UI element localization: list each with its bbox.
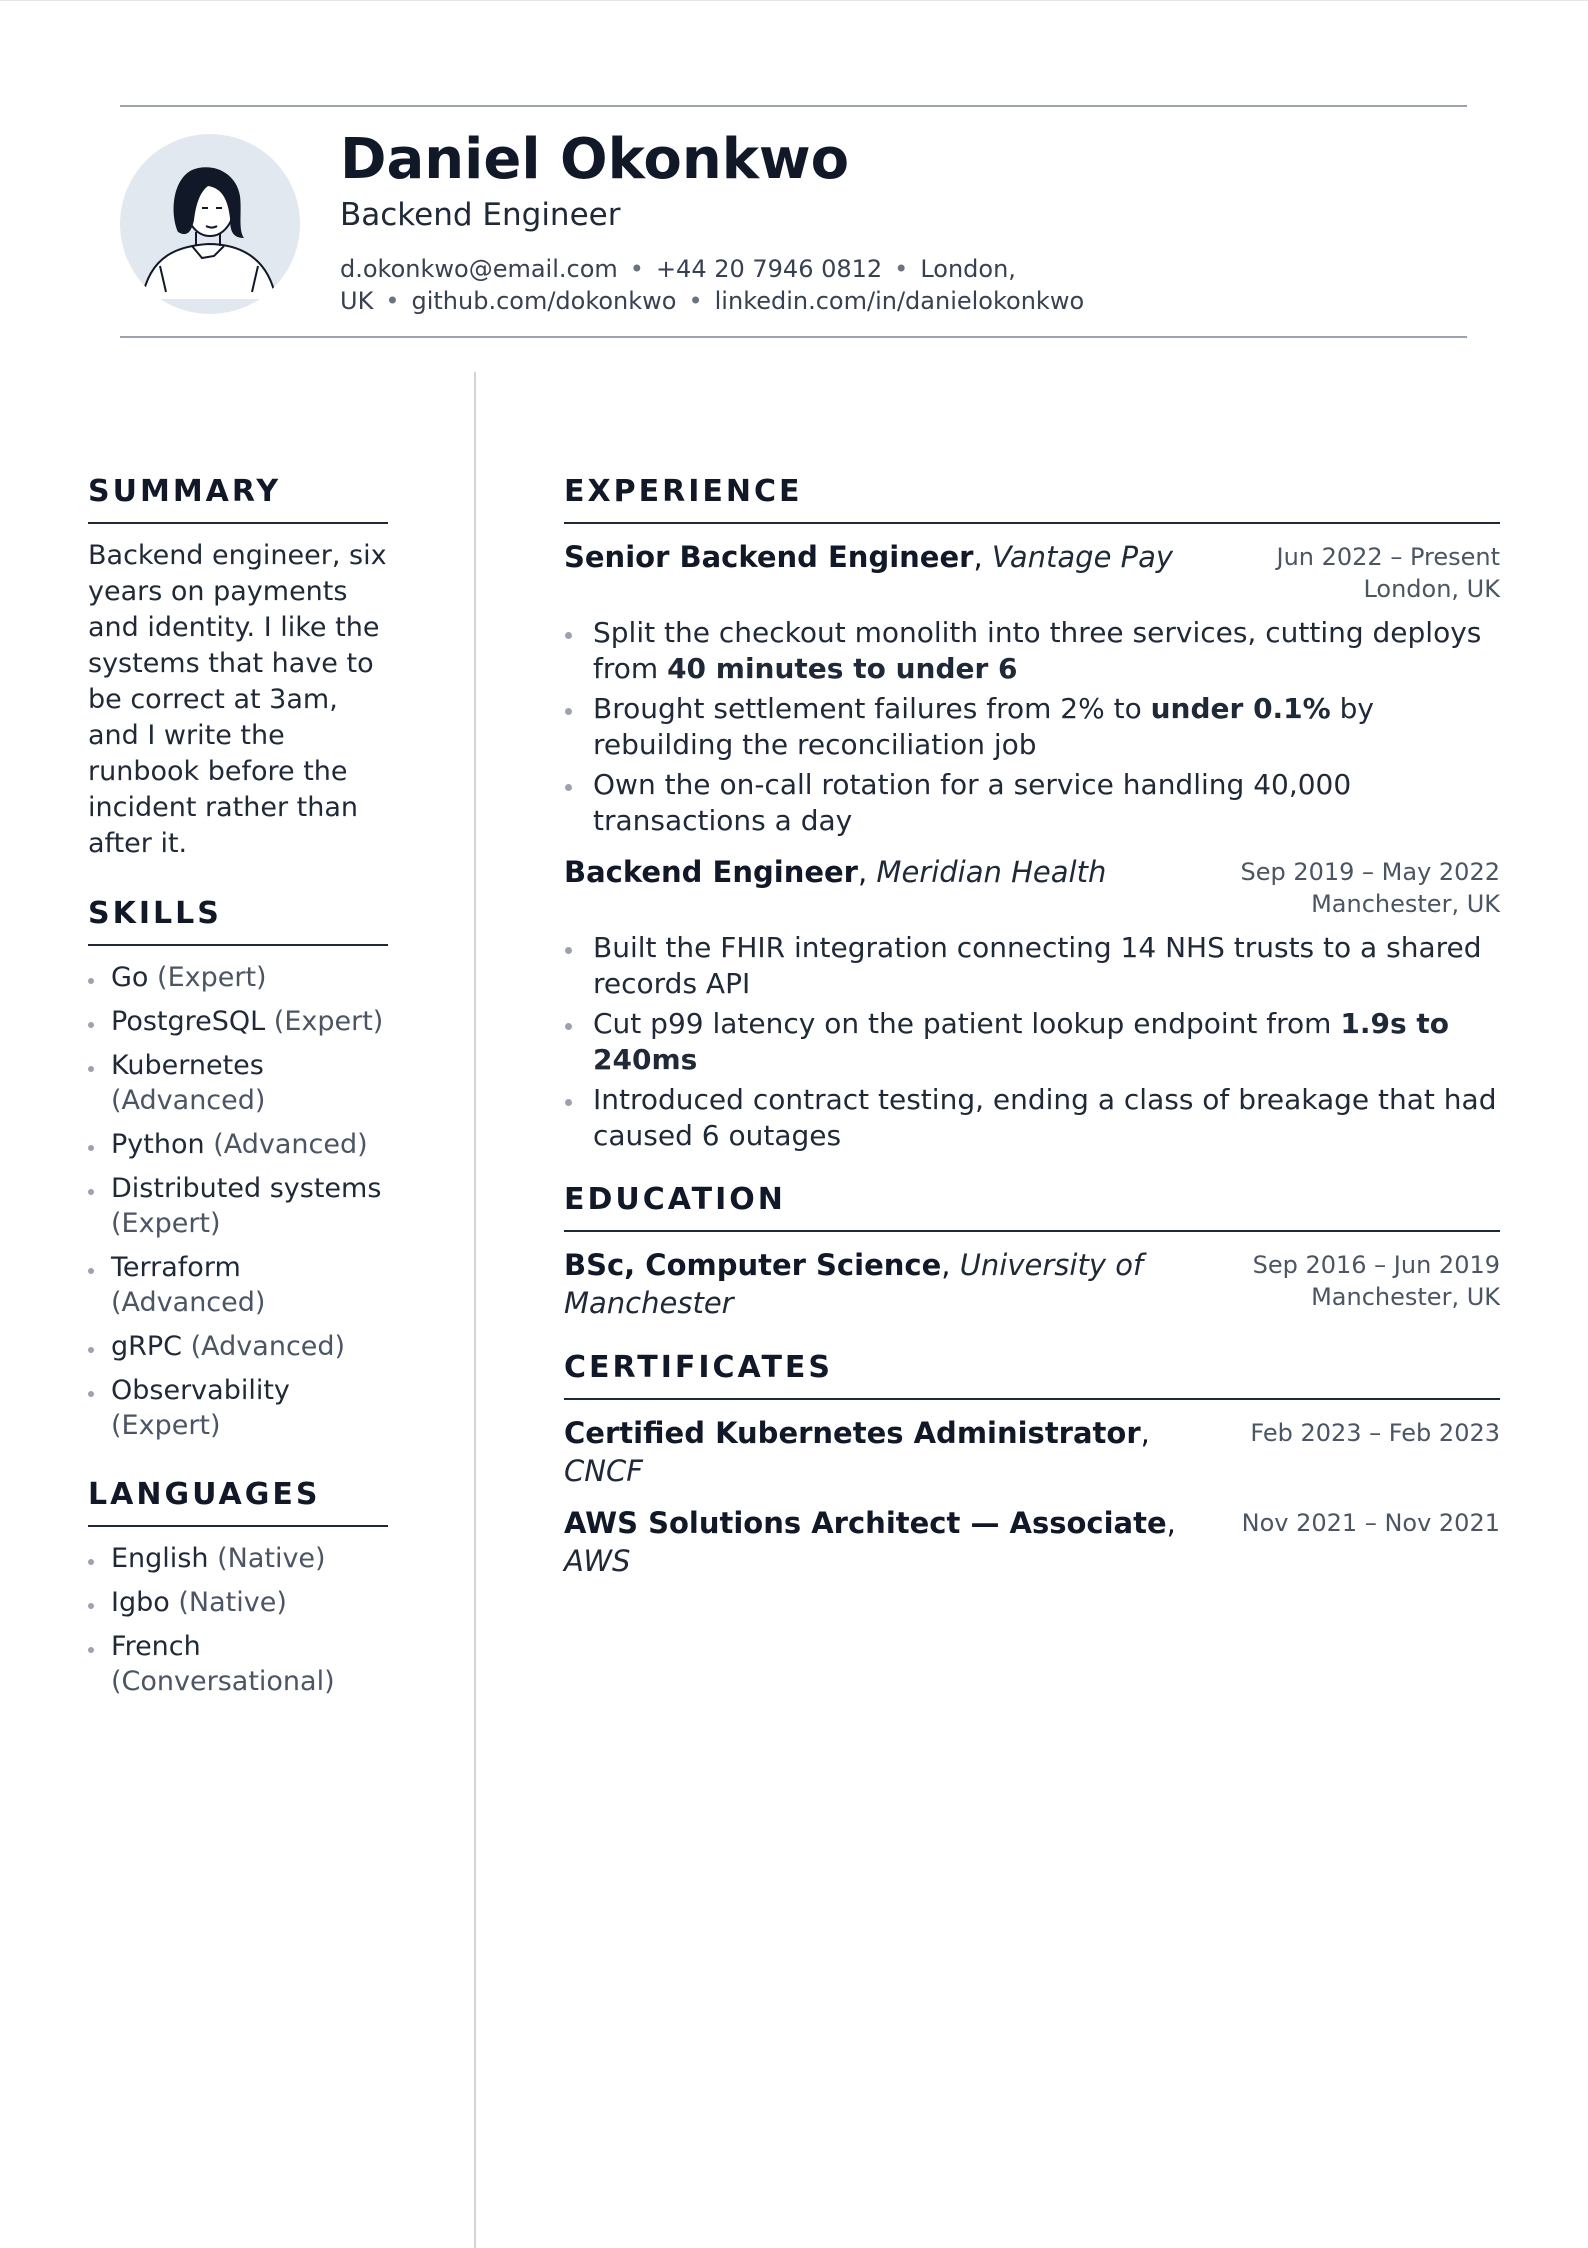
skill-level: (Expert) <box>157 962 267 993</box>
degree: BSc, Computer Science <box>564 1248 942 1282</box>
summary-heading: SUMMARY <box>88 472 388 524</box>
certificate-entry <box>564 1414 1500 1490</box>
job-company: Meridian Health <box>876 855 1107 889</box>
skill-name: PostgreSQL <box>111 1006 266 1037</box>
list-item: Cut p99 latency on the patient lookup endpoint from 1.9s to 240ms <box>564 1006 1500 1078</box>
job-company: Vantage Pay <box>991 540 1174 574</box>
job-heading: Senior Backend Engineer, Vantage Pay <box>564 540 1174 574</box>
skills-list <box>88 960 388 1443</box>
skill-name: Distributed systems <box>111 1173 382 1204</box>
language-name: English <box>111 1543 209 1574</box>
education-meta <box>1253 1246 1500 1313</box>
person-portrait-icon <box>120 134 300 314</box>
education-heading: EDUCATION <box>564 1180 1500 1232</box>
list-item: Built the FHIR integration connecting 14 NHS trusts to a shared records API <box>564 930 1500 1002</box>
skill-name: Terraform <box>111 1252 241 1283</box>
skill-level: (Expert) <box>273 1006 384 1037</box>
skill-name: Kubernetes <box>111 1050 264 1081</box>
language-level: (Conversational) <box>111 1666 335 1697</box>
languages-heading: LANGUAGES <box>88 1475 388 1527</box>
list-item: Brought settlement failures from 2% to under 0.1% by rebuilding the reconciliation job <box>564 691 1500 763</box>
job-location: Manchester, UK <box>1311 890 1500 918</box>
separator-dot: • <box>385 287 400 315</box>
job-entry <box>564 538 1500 839</box>
person-name: Daniel Okonkwo <box>340 127 850 192</box>
list-item <box>88 1329 388 1364</box>
skills-heading: SKILLS <box>88 894 388 946</box>
resume-header <box>120 105 1467 338</box>
summary-text: Backend engineer, six years on payments and identity. I like the systems that have to be correct at 3am, and I write the runbook before the incident rather than after it. <box>88 540 387 859</box>
certificate-heading: AWS Solutions Architect — Associate, AWS <box>564 1506 1176 1578</box>
location: London, UK <box>340 255 1016 315</box>
job-position: Backend Engineer <box>564 855 858 889</box>
list-item <box>88 1541 388 1576</box>
list-item <box>88 1373 388 1443</box>
skill-name: Observability <box>111 1375 290 1406</box>
job-meta <box>1240 853 1500 920</box>
languages-list <box>88 1541 388 1699</box>
certificate-dates: Feb 2023 – Feb 2023 <box>1250 1419 1500 1447</box>
certificate-issuer: AWS <box>564 1544 631 1578</box>
experience-section <box>564 472 1500 1154</box>
skill-level: (Advanced) <box>111 1085 266 1116</box>
sidebar <box>88 472 388 1731</box>
skill-level: (Advanced) <box>213 1129 368 1160</box>
education-entry <box>564 1246 1500 1322</box>
job-dates: Sep 2019 – May 2022 <box>1240 858 1500 886</box>
language-level: (Native) <box>217 1543 326 1574</box>
experience-heading: EXPERIENCE <box>564 472 1500 524</box>
main-content <box>564 472 1500 1606</box>
list-item: Split the checkout monolith into three services, cutting deploys from 40 minutes to under 6 <box>564 615 1500 687</box>
avatar <box>120 134 300 314</box>
list-item <box>88 1250 388 1320</box>
list-item <box>88 1585 388 1620</box>
skill-level: (Advanced) <box>190 1331 346 1362</box>
certificate-issuer: CNCF <box>564 1454 643 1488</box>
separator-dot: • <box>894 255 909 283</box>
skill-name: Python <box>111 1129 205 1160</box>
language-name: French <box>111 1631 201 1662</box>
skill-level: (Advanced) <box>111 1287 266 1318</box>
list-item <box>88 1171 388 1241</box>
list-item <box>88 1127 388 1162</box>
list-item: Introduced contract testing, ending a class of breakage that had caused 6 outages <box>564 1082 1500 1154</box>
certificate-name: AWS Solutions Architect — Associate <box>564 1506 1167 1540</box>
certificate-heading: Certified Kubernetes Administrator, CNCF <box>564 1416 1150 1488</box>
skill-name: gRPC <box>111 1331 183 1362</box>
certificates-heading: CERTIFICATES <box>564 1348 1500 1400</box>
separator-dot: • <box>629 255 644 283</box>
linkedin-link[interactable]: linkedin.com/in/danielokonkwo <box>714 287 1085 315</box>
skill-level: (Expert) <box>111 1410 221 1441</box>
list-item <box>88 1048 388 1118</box>
job-entry <box>564 853 1500 1154</box>
list-item: Own the on-call rotation for a service handling 40,000 transactions a day <box>564 767 1500 839</box>
skill-level: (Expert) <box>111 1208 221 1239</box>
list-item <box>88 1004 388 1039</box>
job-bullets <box>564 615 1500 839</box>
contact-info <box>340 253 1120 317</box>
language-level: (Native) <box>178 1587 287 1618</box>
education-heading-line: BSc, Computer Science, University of Manchester <box>564 1248 1144 1320</box>
education-dates: Sep 2016 – Jun 2019 <box>1252 1251 1500 1279</box>
list-item <box>88 1629 388 1699</box>
education-section <box>564 1180 1500 1322</box>
skill-name: Go <box>111 962 149 993</box>
job-title: Backend Engineer <box>340 197 621 233</box>
github-link[interactable]: github.com/dokonkwo <box>411 287 677 315</box>
page-top-border <box>0 0 1588 1</box>
job-location: London, UK <box>1363 575 1500 603</box>
certificate-dates: Nov 2021 – Nov 2021 <box>1241 1509 1500 1537</box>
certificates-section <box>564 1348 1500 1580</box>
job-position: Senior Backend Engineer <box>564 540 974 574</box>
email-link[interactable]: d.okonkwo@email.com <box>340 255 618 283</box>
separator-dot: • <box>688 287 703 315</box>
job-bullets <box>564 930 1500 1154</box>
list-item <box>88 960 388 995</box>
job-dates: Jun 2022 – Present <box>1276 543 1500 571</box>
education-location: Manchester, UK <box>1311 1283 1500 1311</box>
job-heading: Backend Engineer, Meridian Health <box>564 855 1107 889</box>
job-meta <box>1276 538 1500 605</box>
certificate-entry <box>564 1504 1500 1580</box>
school: University of Manchester <box>564 1248 1144 1320</box>
column-divider <box>474 372 476 2248</box>
phone-number: +44 20 7946 0812 <box>655 255 883 283</box>
certificate-name: Certified Kubernetes Administrator <box>564 1416 1141 1450</box>
language-name: Igbo <box>111 1587 170 1618</box>
